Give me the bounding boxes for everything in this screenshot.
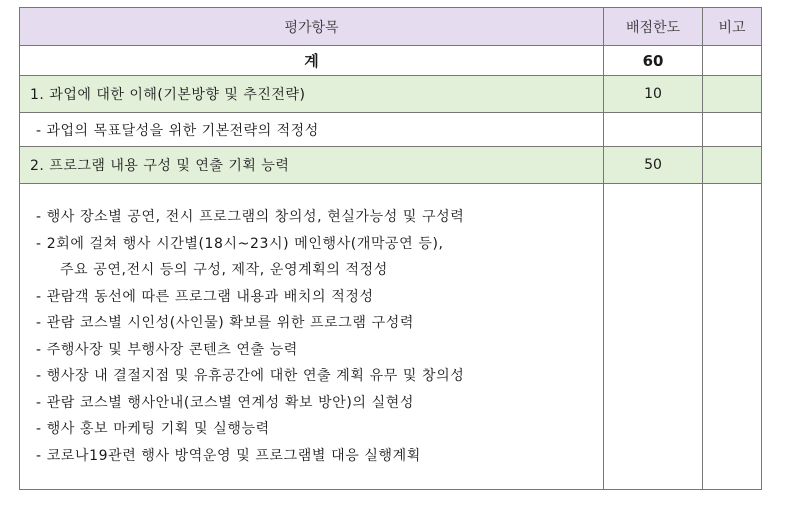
list-item: - 관람 코스별 행사안내(코스별 연계성 확보 방안)의 실현성 [36,394,414,411]
section2-score: 50 [604,147,703,184]
section1-sub-score [604,113,703,147]
section1-sub-row [20,113,762,147]
section1-sub-label: - 과업의 목표달성을 위한 기본전략의 적정성 [20,113,604,147]
table-header-row [20,8,762,46]
criteria-list [20,204,603,469]
section2-label: 2. 프로그램 내용 구성 및 연출 기획 능력 [20,147,604,184]
section1-label: 1. 과업에 대한 이해(기본방향 및 추진전략) [20,76,604,113]
list-item: - 2회에 걸쳐 행사 시간별(18시~23시) 메인행사(개막공연 등), [36,235,444,252]
section2-note [703,147,762,184]
section1-note [703,76,762,113]
list-item: - 행사 홍보 마케팅 기획 및 실행능력 [36,421,270,437]
header-score-limit: 배점한도 [604,8,703,46]
section2-row [20,147,762,184]
total-label: 계 [20,46,604,76]
section2-items-note [703,184,762,490]
list-item: 주요 공연,전시 등의 구성, 제작, 운영계획의 적정성 [60,262,388,278]
section1-row [20,76,762,113]
section1-score: 10 [604,76,703,113]
total-score: 60 [604,46,703,76]
list-item: - 행사 장소별 공연, 전시 프로그램의 창의성, 현실가능성 및 구성력 [36,209,465,225]
total-row [20,46,762,76]
list-item: - 코로나19관련 행사 방역운영 및 프로그램별 대응 실행계획 [36,447,421,464]
section2-items-row [20,184,762,490]
section1-sub-note [703,113,762,147]
list-item: - 관람객 동선에 따른 프로그램 내용과 배치의 적정성 [36,288,374,305]
section2-items-cell [20,184,604,490]
list-item: - 행사장 내 결절지점 및 유휴공간에 대한 연출 계획 유무 및 창의성 [36,368,465,384]
evaluation-table [19,7,762,490]
header-item: 평가항목 [20,8,604,46]
list-item: - 관람 코스별 시인성(사인물) 확보를 위한 프로그램 구성력 [36,315,414,331]
header-note: 비고 [703,8,762,46]
section2-items-score [604,184,703,490]
total-note [703,46,762,76]
list-item: - 주행사장 및 부행사장 콘텐츠 연출 능력 [36,341,298,358]
